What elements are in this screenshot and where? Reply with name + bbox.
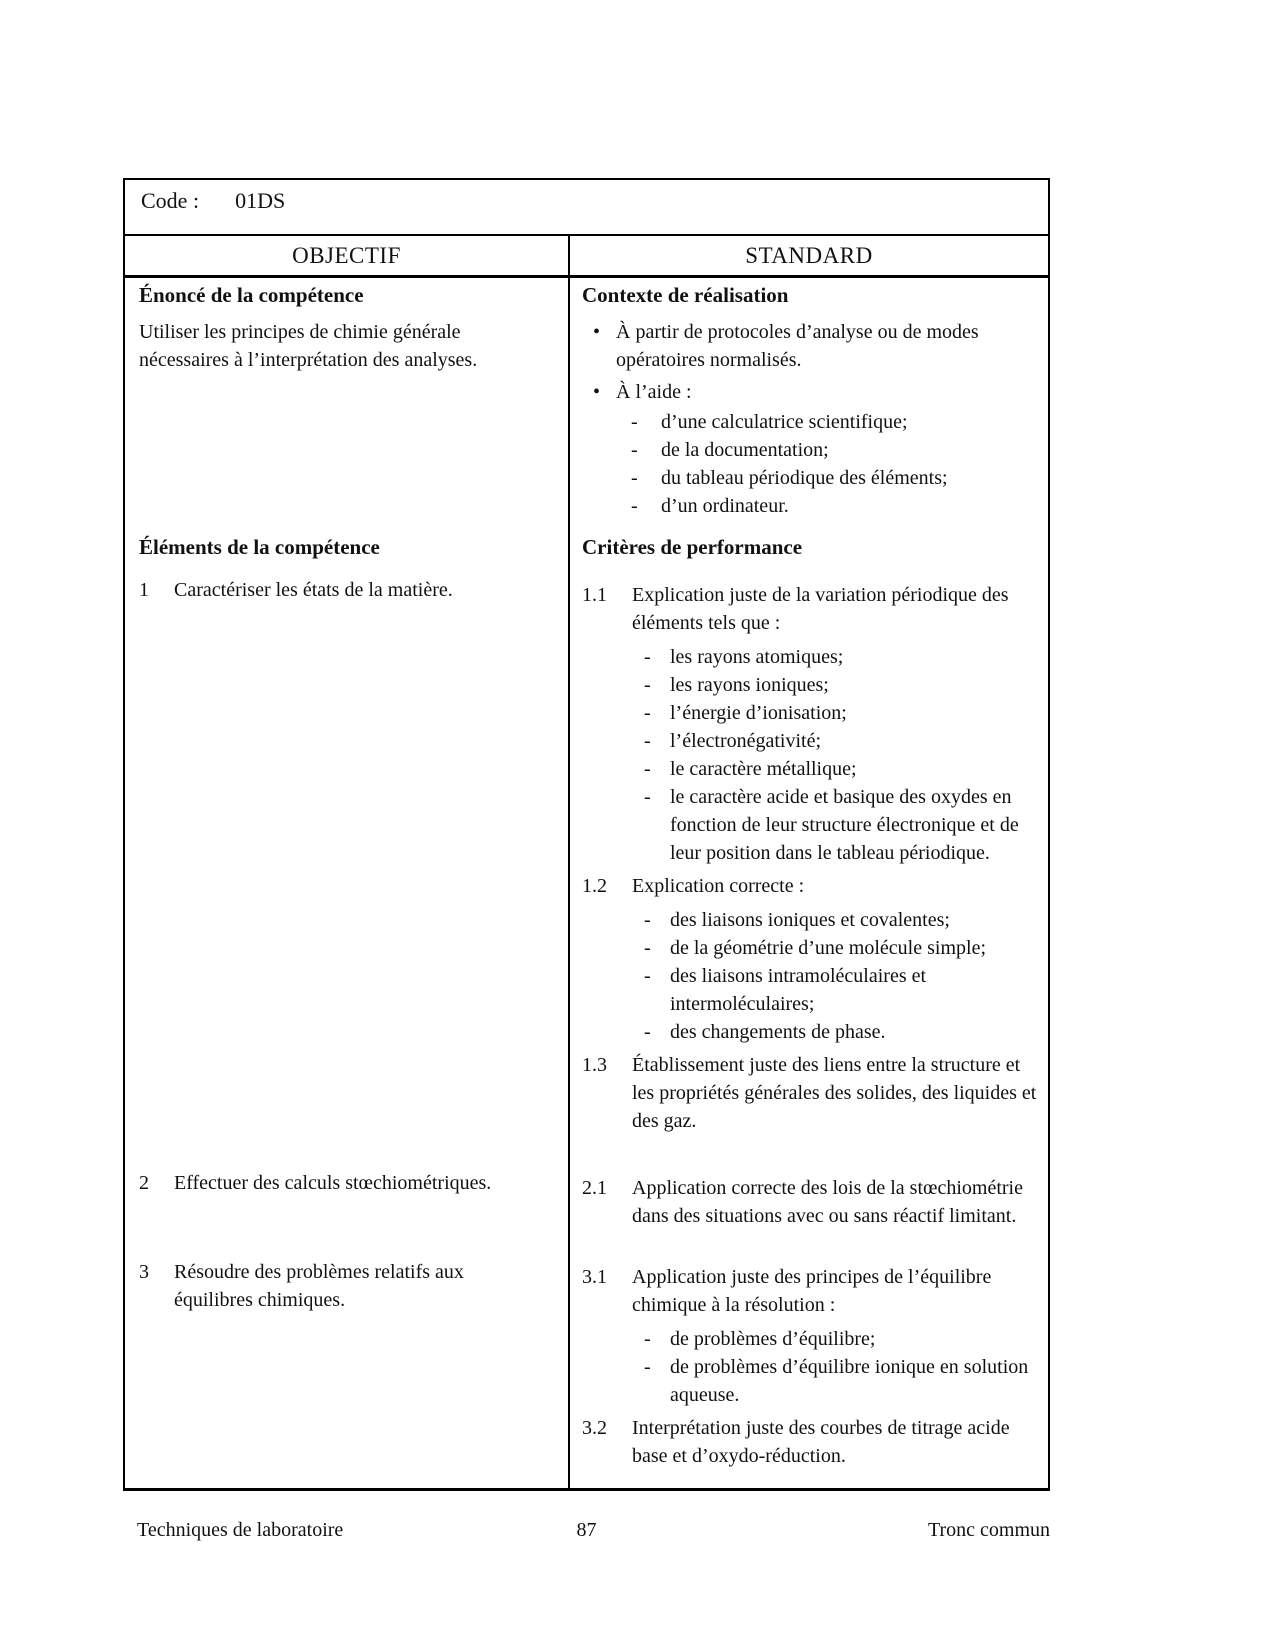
context-sub-list [631, 408, 1038, 520]
element-cell-2 [125, 1135, 570, 1230]
dash-icon: - [631, 467, 638, 489]
dash-text: les rayons atomiques; [670, 646, 844, 668]
criterion-dash-item [644, 755, 1038, 783]
element-cell-1 [125, 570, 570, 1135]
filler-cell-right [570, 1470, 1048, 1488]
footer-program-name: Techniques de laboratoire [137, 1519, 344, 1541]
dash-text: des liaisons ioniques et covalentes; [670, 909, 950, 931]
criterion-dash-item [644, 1353, 1038, 1409]
criteria-heading: Critères de performance [582, 535, 803, 559]
criterion-item [582, 581, 1038, 637]
criterion-dash-item [644, 643, 1038, 671]
criterion-item [582, 1051, 1038, 1135]
criterion-dash-item [644, 934, 1038, 962]
statement-heading: Énoncé de la compétence [139, 283, 364, 307]
dash-icon: - [631, 411, 638, 433]
statement-text: Utiliser les principes de chimie générale nécessaires à l’interprétation des analyses. [139, 321, 478, 371]
dash-icon: - [644, 1328, 651, 1350]
criterion-item [582, 1263, 1038, 1319]
page-footer [123, 1516, 1050, 1544]
dash-text: l’électronégativité; [670, 730, 822, 752]
criterion-dash-item [644, 1325, 1038, 1353]
code-value: 01DS [235, 188, 286, 213]
context-heading: Contexte de réalisation [582, 283, 789, 307]
dash-icon: - [644, 786, 651, 808]
dash-text: le caractère acide et basique des oxydes en fonction de leur structure électronique et de leur position dans le tableau périodique. [670, 786, 1019, 864]
dash-text: les rayons ioniques; [670, 674, 829, 696]
dash-icon: - [631, 439, 638, 461]
criteria-cell-1 [570, 570, 1048, 1135]
element-number: 2 [139, 1172, 149, 1194]
criterion-dash-item [644, 962, 1038, 1018]
criterion-text: Explication correcte : [632, 875, 805, 897]
table-body [125, 278, 1048, 1488]
dash-icon: - [644, 702, 651, 724]
criterion-text: Application correcte des lois de la stœchiométrie dans des situations avec ou sans réactif limitant. [632, 1177, 1023, 1227]
element-item [139, 1258, 528, 1314]
context-cell [570, 278, 1048, 520]
bullet-text: À partir de protocoles d’analyse ou de modes opératoires normalisés. [616, 321, 979, 371]
criterion-item [582, 872, 1038, 900]
criteria-cell-3 [570, 1230, 1048, 1470]
criterion-text: Application juste des principes de l’équilibre chimique à la résolution : [632, 1266, 992, 1316]
criterion-dash-item [644, 1018, 1038, 1046]
criterion-item [582, 1174, 1038, 1230]
criterion-sub-list [644, 906, 1038, 1046]
element-text: Effectuer des calculs stœchiométriques. [174, 1172, 492, 1194]
elements-heading-cell [125, 520, 570, 570]
element-text: Résoudre des problèmes relatifs aux équilibres chimiques. [174, 1261, 464, 1311]
elements-heading: Éléments de la compétence [139, 535, 380, 559]
code-row [125, 180, 1048, 236]
element-cell-3 [125, 1230, 570, 1470]
footer-page-number: 87 [576, 1519, 597, 1541]
code-label: Code : [141, 188, 200, 213]
dash-text: l’énergie d’ionisation; [670, 702, 847, 724]
footer-section-name: Tronc commun [927, 1519, 1050, 1541]
criterion-number: 1.1 [582, 584, 607, 606]
dash-text: de problèmes d’équilibre ionique en solution aqueuse. [670, 1356, 1029, 1406]
criterion-number: 1.3 [582, 1054, 607, 1076]
dash-icon: - [644, 730, 651, 752]
column-header-standard: STANDARD [745, 242, 873, 268]
dash-text: le caractère métallique; [670, 758, 857, 780]
dash-text: de problèmes d’équilibre; [670, 1328, 876, 1350]
criterion-sub-list [644, 643, 1038, 867]
criterion-text: Interprétation juste des courbes de titrage acide base et d’oxydo-réduction. [632, 1417, 1010, 1467]
criterion-dash-item [644, 906, 1038, 934]
criterion-number: 1.2 [582, 875, 607, 897]
criterion-dash-item [644, 671, 1038, 699]
criterion-number: 3.1 [582, 1266, 607, 1288]
dash-icon: - [644, 646, 651, 668]
context-bullet-list [582, 318, 1038, 520]
bullet-icon: • [593, 381, 601, 403]
dash-text: des liaisons intramoléculaires et intermoléculaires; [670, 965, 927, 1015]
dash-icon: - [644, 965, 651, 987]
criterion-text: Explication juste de la variation périodique des éléments tels que : [632, 584, 1009, 634]
element-number: 1 [139, 579, 149, 601]
element-text: Caractériser les états de la matière. [174, 579, 453, 601]
bullet-item [582, 318, 1038, 374]
element-item [139, 576, 528, 604]
dash-icon: - [644, 674, 651, 696]
document-table [123, 178, 1050, 1491]
criteria-heading-cell [570, 520, 1048, 570]
sub-dash-item [631, 408, 1038, 436]
criterion-item [582, 1414, 1038, 1470]
element-item [139, 1169, 528, 1197]
dash-text: d’un ordinateur. [661, 495, 789, 517]
dash-icon: - [644, 1356, 651, 1378]
dash-icon: - [644, 1021, 651, 1043]
criterion-sub-list [644, 1325, 1038, 1409]
table-header-row [125, 236, 1048, 278]
bullet-text: À l’aide : [616, 381, 692, 403]
dash-text: des changements de phase. [670, 1021, 886, 1043]
filler-cell-left [125, 1470, 570, 1488]
sub-dash-item [631, 436, 1038, 464]
dash-icon: - [631, 495, 638, 517]
dash-icon: - [644, 937, 651, 959]
dash-icon: - [644, 758, 651, 780]
dash-text: de la géométrie d’une molécule simple; [670, 937, 986, 959]
sub-dash-item [631, 464, 1038, 492]
criterion-number: 2.1 [582, 1177, 607, 1199]
dash-text: d’une calculatrice scientifique; [661, 411, 908, 433]
criterion-number: 3.2 [582, 1417, 607, 1439]
criteria-cell-2 [570, 1135, 1048, 1230]
dash-text: du tableau périodique des éléments; [661, 467, 948, 489]
criterion-dash-item [644, 699, 1038, 727]
column-header-objectif: OBJECTIF [125, 236, 570, 275]
bullet-icon: • [593, 321, 601, 343]
bullet-item [582, 378, 1038, 406]
dash-text: de la documentation; [661, 439, 829, 461]
criterion-dash-item [644, 727, 1038, 755]
sub-dash-item [631, 492, 1038, 520]
criterion-dash-item [644, 783, 1038, 867]
criterion-text: Établissement juste des liens entre la structure et les propriétés générales des solides, des liquides et des gaz. [632, 1054, 1037, 1132]
dash-icon: - [644, 909, 651, 931]
statement-cell [125, 278, 570, 520]
element-number: 3 [139, 1261, 149, 1283]
